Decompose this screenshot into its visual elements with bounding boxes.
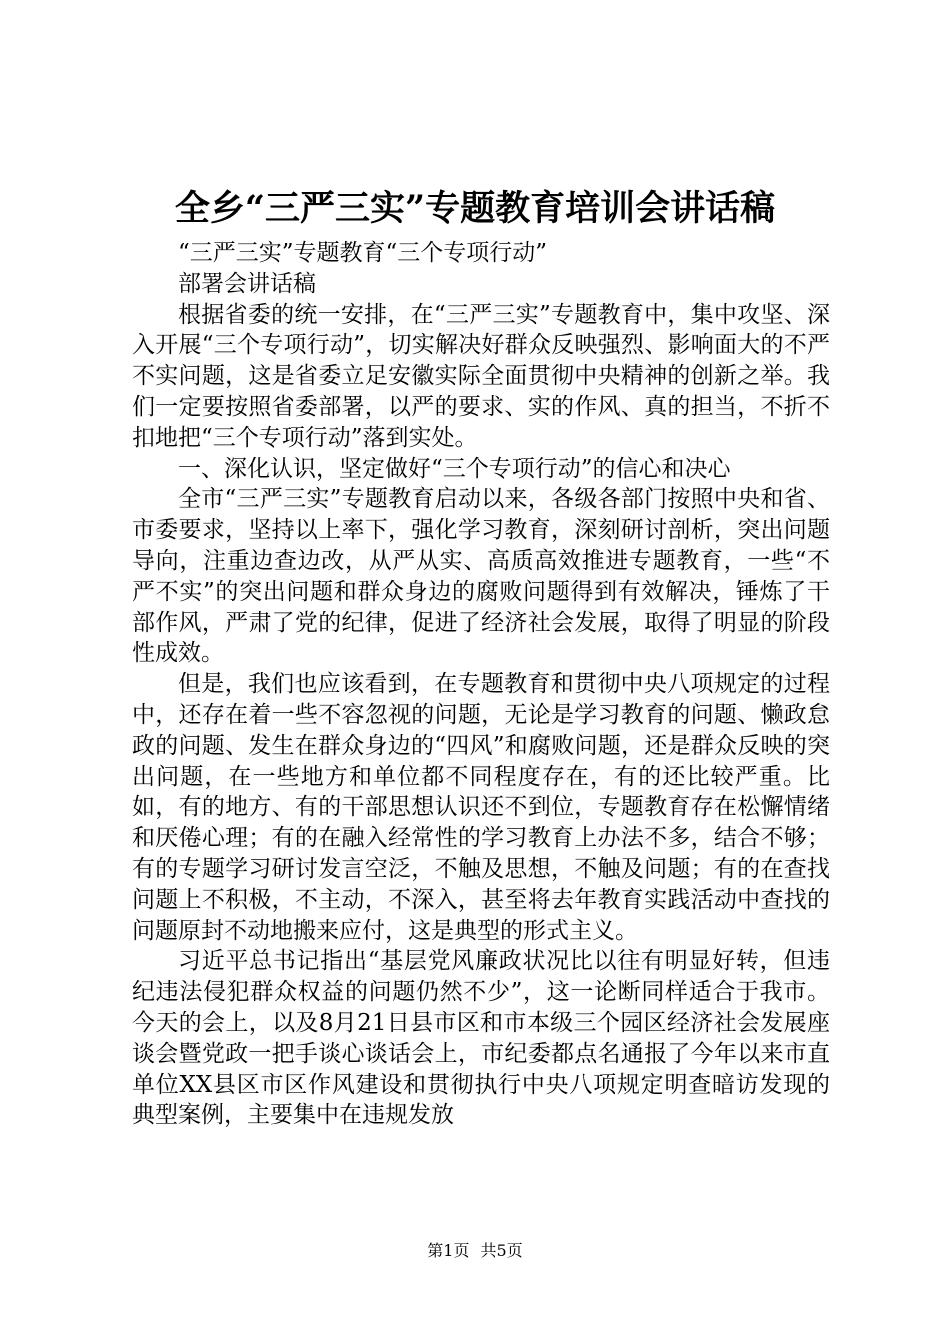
paragraph: 根据省委的统一安排，在“三严三实”专题教育中，集中攻坚、深入开展“三个专项行动”，切实解决好群众反映强烈、影响面大的不严不实问题，这是省委立足安徽实际全面贯彻中央精神的创新之举。我们一定要按照省委部署，以严的要求、实的作风、真的担当，不折不扣地把“三个专项行动”落到实处。 xyxy=(132,301,830,451)
page-footer xyxy=(0,1240,950,1262)
document-body xyxy=(132,238,830,1131)
subtitle-line-2: 部署会讲话稿 xyxy=(178,270,316,297)
document-title: 全乡“三严三实”专题教育培训会讲话稿 xyxy=(174,188,776,229)
paragraph: 全市“三严三实”专题教育启动以来，各级各部门按照中央和省、市委要求，坚持以上率下，强化学习教育，深刻研讨剖析，突出问题导向，注重边查边改，从严从实、高质高效推进专题教育，一些“不严不实”的突出问题和群众身边的腐败问题得到有效解决，锤炼了干部作风，严肃了党的纪律，促进了经济社会发展，取得了明显的阶段性成效。 xyxy=(132,486,830,667)
page-total: 共5页 xyxy=(480,1241,523,1260)
paragraph: 习近平总书记指出“基层党风廉政状况比以往有明显好转，但违纪违法侵犯群众权益的问题仍然不少”，这一论断同样适合于我市。今天的会上，以及8月21日县市区和市本级三个园区经济社会发展座谈会暨党政一把手谈心谈话会上，市纪委都点名通报了今年以来市直单位XX县区市区作风建设和贯彻执行中央八项规定明查暗访发现的典型案例，主要集中在违规发放 xyxy=(132,948,830,1129)
paragraph: 但是，我们也应该看到，在专题教育和贯彻中央八项规定的过程中，还存在着一些不容忽视的问题，无论是学习教育的问题、懒政怠政的问题、发生在群众身边的“四风”和腐败问题，还是群众反映的突出问题，在一些地方和单位都不同程度存在，有的还比较严重。比如，有的地方、有的干部思想认识还不到位，专题教育存在松懈情绪和厌倦心理；有的在融入经常性的学习教育上办法不多，结合不够；有的专题学习研讨发言空泛，不触及思想，不触及问题；有的在查找问题上不积极，不主动，不深入，甚至将去年教育实践活动中查找的问题原封不动地搬来应付，这是典型的形式主义。 xyxy=(132,671,830,944)
page-number: 第1页 xyxy=(427,1241,470,1260)
subtitle-line-1: “三严三实”专题教育“三个专项行动” xyxy=(178,240,548,266)
section-heading: 一、深化认识，坚定做好“三个专项行动”的信心和决心 xyxy=(178,455,731,482)
